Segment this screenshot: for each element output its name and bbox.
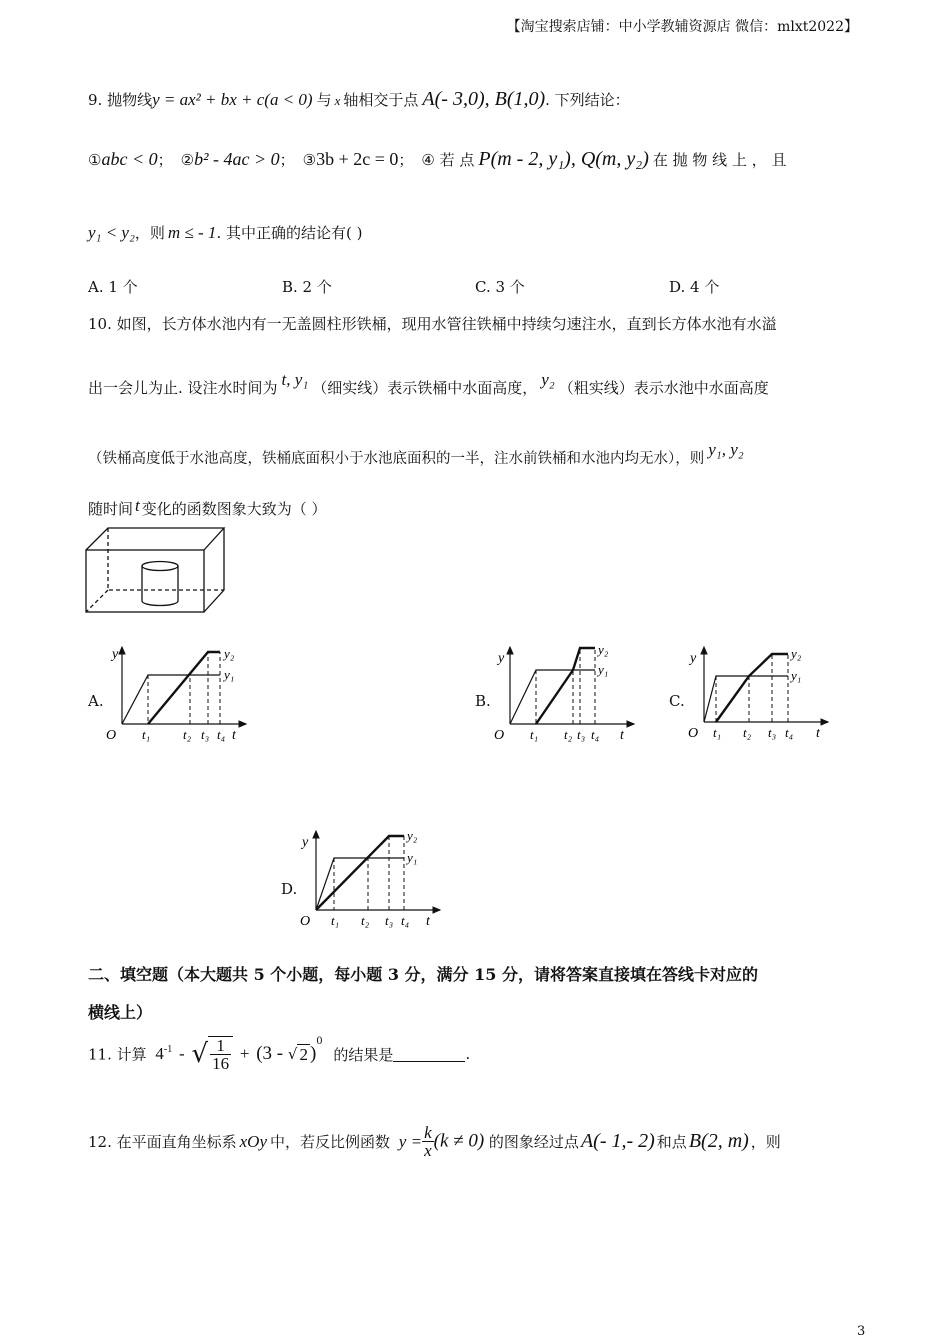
q9-tail: . 下列结论： xyxy=(545,91,630,109)
q11-label: 11. 计算 xyxy=(88,1045,147,1064)
q11-minus: - xyxy=(179,1044,185,1063)
q11-base-num: 4 xyxy=(155,1044,164,1063)
q11-answer-blank[interactable] xyxy=(393,1047,465,1062)
graph-a-y1-label: y₁ xyxy=(224,667,235,682)
q11-paren-open: (3 - xyxy=(256,1043,288,1064)
tank-hidden-edges xyxy=(108,528,224,590)
graph-c-origin: O xyxy=(688,726,699,741)
graph-d-origin: O xyxy=(300,914,311,929)
q11-numerator: 1 xyxy=(210,1037,231,1055)
graph-d-guides xyxy=(334,836,404,910)
q12-end: ，则 xyxy=(750,1133,781,1151)
graph-c-y-arrow xyxy=(701,647,707,654)
graph-c-y2-label: y₂ xyxy=(791,646,802,661)
q11-sqrt-fraction: √ xyxy=(191,1039,209,1069)
q9-c1-mark: ① xyxy=(88,151,102,169)
graph-a xyxy=(104,642,254,747)
q11-fraction xyxy=(208,1036,233,1072)
q11-plus: + xyxy=(239,1044,250,1063)
q9-then: ，则 xyxy=(134,224,165,242)
q9-x-symbol: x xyxy=(334,93,341,108)
q9-equation: y = ax² + bx + c(a < 0) xyxy=(152,90,313,109)
graph-b-t1: t₁ xyxy=(530,727,539,742)
q9-conclusion-3: 3b + 2c = 0 xyxy=(316,149,399,169)
q12-k: k xyxy=(424,1123,432,1142)
q10-y2: y₂ xyxy=(541,370,555,389)
q9-result: m ≤ - 1 xyxy=(167,223,217,242)
q10-line3-text: （铁桶高度低于水池高度，铁桶底面积小于水池底面积的一半，注水前铁桶和水池内均无水），则 xyxy=(88,451,705,467)
q9-conclusion-1: abc < 0 xyxy=(101,149,158,169)
q12-point-b: B(2, m) xyxy=(688,1130,749,1152)
q10-line4 xyxy=(88,496,327,519)
q9-c2-mark: ② xyxy=(180,151,195,169)
graph-a-t-arrow xyxy=(239,721,246,727)
tank-front-face xyxy=(86,550,204,612)
q9-sep-3: ； xyxy=(398,151,414,169)
graph-c-t-arrow xyxy=(821,719,828,725)
graph-a-t1: t₁ xyxy=(142,727,151,742)
graph-c-guides xyxy=(716,654,788,722)
graph-b-origin: O xyxy=(494,728,505,743)
q11-paren-close: ) xyxy=(309,1043,317,1064)
graph-b-t-label: t xyxy=(620,728,624,743)
graph-a-y-label: y xyxy=(112,647,119,662)
q9-sep-2: ； xyxy=(279,151,295,169)
graph-a-y1-line xyxy=(122,675,220,724)
graph-d-t2: t₂ xyxy=(361,913,370,928)
graph-a-t2: t₂ xyxy=(183,727,192,742)
q10-line2b: （细实线）表示铁桶中水面高度， xyxy=(312,379,538,397)
graph-b xyxy=(492,642,642,747)
q9-sep-1: ； xyxy=(157,151,173,169)
graph-c-t1: t₁ xyxy=(713,725,722,740)
graph-d-y-arrow xyxy=(313,831,319,838)
q11-sqrt2-value: 2 xyxy=(299,1044,308,1064)
graph-c-y-label: y xyxy=(690,651,697,666)
q11-zero-exponent: 0 xyxy=(316,1036,323,1047)
q12-mid2: 的图象经过点 xyxy=(488,1133,579,1151)
tank-hidden-diagonal xyxy=(86,590,108,612)
page-number: 3 xyxy=(857,1324,866,1339)
q11-base xyxy=(155,1044,172,1063)
graph-label-d: D. xyxy=(281,880,298,898)
graph-b-y2-line xyxy=(536,648,595,724)
q9-option-c: C. 3 个 xyxy=(475,278,525,296)
q11-denominator: 16 xyxy=(212,1054,230,1073)
graph-a-y2-line xyxy=(148,652,220,724)
q11-end: . xyxy=(465,1045,471,1063)
q10-line4b: 变化的函数图象大致为（ ） xyxy=(141,500,327,518)
graph-b-t3: t₃ xyxy=(577,727,586,742)
graph-c-t4: t₄ xyxy=(785,725,794,740)
graph-c-y2-line xyxy=(716,654,788,722)
q9-axis-text: 轴相交于点 xyxy=(343,91,419,109)
graph-a-t3: t₃ xyxy=(201,727,210,742)
q9-condition: y₁ < y₂ xyxy=(88,223,135,242)
q9-mid: 与 xyxy=(316,91,332,109)
q9-conclusion-2: b² - 4ac > 0 xyxy=(194,149,280,169)
graph-b-y2-label: y₂ xyxy=(598,642,609,657)
graph-d-t1: t₁ xyxy=(331,913,340,928)
header-watermark: 【淘宝搜索店铺：中小学教辅资源店 微信：mlxt2022】 xyxy=(506,19,858,35)
q9-intro: 9. 抛物线 xyxy=(88,91,153,109)
q9-points: A(- 3,0), B(1,0) xyxy=(422,88,546,110)
graph-a-origin: O xyxy=(106,728,117,743)
graph-d-t3: t₃ xyxy=(385,913,394,928)
graph-a-t4: t₄ xyxy=(217,727,226,742)
q12-and: 和点 xyxy=(656,1133,687,1151)
q9-end: . 其中正确的结论有( ) xyxy=(216,224,363,242)
graph-a-y2-label: y₂ xyxy=(224,646,235,661)
graph-label-c: C. xyxy=(669,692,685,710)
q10-t: t xyxy=(135,496,140,515)
q11-sqrt2-sign: √ xyxy=(287,1045,298,1063)
graph-c-y1-line xyxy=(704,676,788,722)
q12-y-equals: y = xyxy=(398,1131,423,1151)
graph-b-y-label: y xyxy=(498,651,505,666)
graph-d xyxy=(298,826,448,931)
graph-b-y1-line xyxy=(510,670,595,724)
q12-condition: (k ≠ 0) xyxy=(433,1130,485,1152)
q9-c4-points: P(m - 2, y₁), Q(m, y₂) xyxy=(478,148,649,170)
graph-d-t4: t₄ xyxy=(401,913,410,928)
q9-option-b: B. 2 个 xyxy=(282,278,332,296)
graph-b-t2: t₂ xyxy=(564,727,573,742)
graph-a-t-label: t xyxy=(232,728,236,743)
q10-line1: 10. 如图，长方体水池内有一无盖圆柱形铁桶，现用水管往铁桶中持续匀速注水，直到长方体水池有水溢 xyxy=(88,315,777,333)
q12-mid: 中，若反比例函数 xyxy=(270,1133,391,1151)
q9-c3-mark: ③ xyxy=(302,151,317,169)
q9-c4-tail: 在 抛 物 线 上 ， 且 xyxy=(652,151,787,169)
q12-line xyxy=(88,1124,781,1159)
q9-line1 xyxy=(88,88,630,111)
bucket-bottom xyxy=(142,601,178,606)
q12-point-a: A(- 1,- 2) xyxy=(580,1130,655,1152)
graph-b-y-arrow xyxy=(507,647,513,654)
q10-line2a: 出一会儿为止. 设注水时间为 xyxy=(88,379,278,397)
q12-xoy: xOy xyxy=(239,1131,267,1151)
section2-heading-line1: 二、填空题（本大题共 5 个小题，每小题 3 分，满分 15 分，请将答案直接填在答线卡对应的 xyxy=(88,965,758,984)
q11-tail: 的结果是 xyxy=(333,1045,394,1064)
q9-line2 xyxy=(88,148,786,171)
q12-fraction xyxy=(422,1124,434,1159)
graph-a-y-arrow xyxy=(119,647,125,654)
q12-label: 12. 在平面直角坐标系 xyxy=(88,1133,237,1151)
bucket-top xyxy=(142,562,178,571)
graph-b-t4: t₄ xyxy=(591,727,600,742)
graph-d-y-label: y xyxy=(302,835,309,850)
graph-d-t-arrow xyxy=(433,907,440,913)
section2-heading-line2: 横线上） xyxy=(88,1003,153,1022)
q9-option-a: A. 1 个 xyxy=(88,278,138,296)
q10-y1-y2: y₁, y₂ xyxy=(708,440,744,459)
graph-c-t3: t₃ xyxy=(768,725,777,740)
graph-a-guides xyxy=(148,652,220,724)
graph-c-t2: t₂ xyxy=(743,725,752,740)
q10-line3 xyxy=(88,440,744,468)
graph-c xyxy=(686,642,836,747)
graph-d-t-label: t xyxy=(426,914,430,929)
q11-exponent: -1 xyxy=(163,1044,173,1055)
q9-c4-mark: ④ 若 点 xyxy=(421,151,475,169)
graph-b-t-arrow xyxy=(627,721,634,727)
graph-b-y1-label: y₁ xyxy=(598,662,609,677)
graph-label-a: A. xyxy=(88,692,104,710)
q10-t-y1: t, y₁ xyxy=(281,370,309,389)
graph-d-y1-label: y₁ xyxy=(407,850,418,865)
graph-c-y1-label: y₁ xyxy=(791,668,802,683)
q12-x: x xyxy=(424,1141,432,1160)
tank-side-edges xyxy=(204,528,224,612)
graph-label-b: B. xyxy=(475,692,491,710)
q10-line2 xyxy=(88,370,769,398)
tank-figure xyxy=(84,526,229,618)
q10-line4a: 随时间 xyxy=(88,500,134,518)
q10-line2c: （粗实线）表示水池中水面高度 xyxy=(558,379,769,397)
graph-d-y2-label: y₂ xyxy=(407,828,418,843)
q9-line3 xyxy=(88,222,362,243)
q9-option-d: D. 4 个 xyxy=(669,278,720,296)
q11-line xyxy=(88,1036,470,1072)
graph-c-t-label: t xyxy=(816,726,820,741)
tank-top-edges xyxy=(86,528,224,550)
